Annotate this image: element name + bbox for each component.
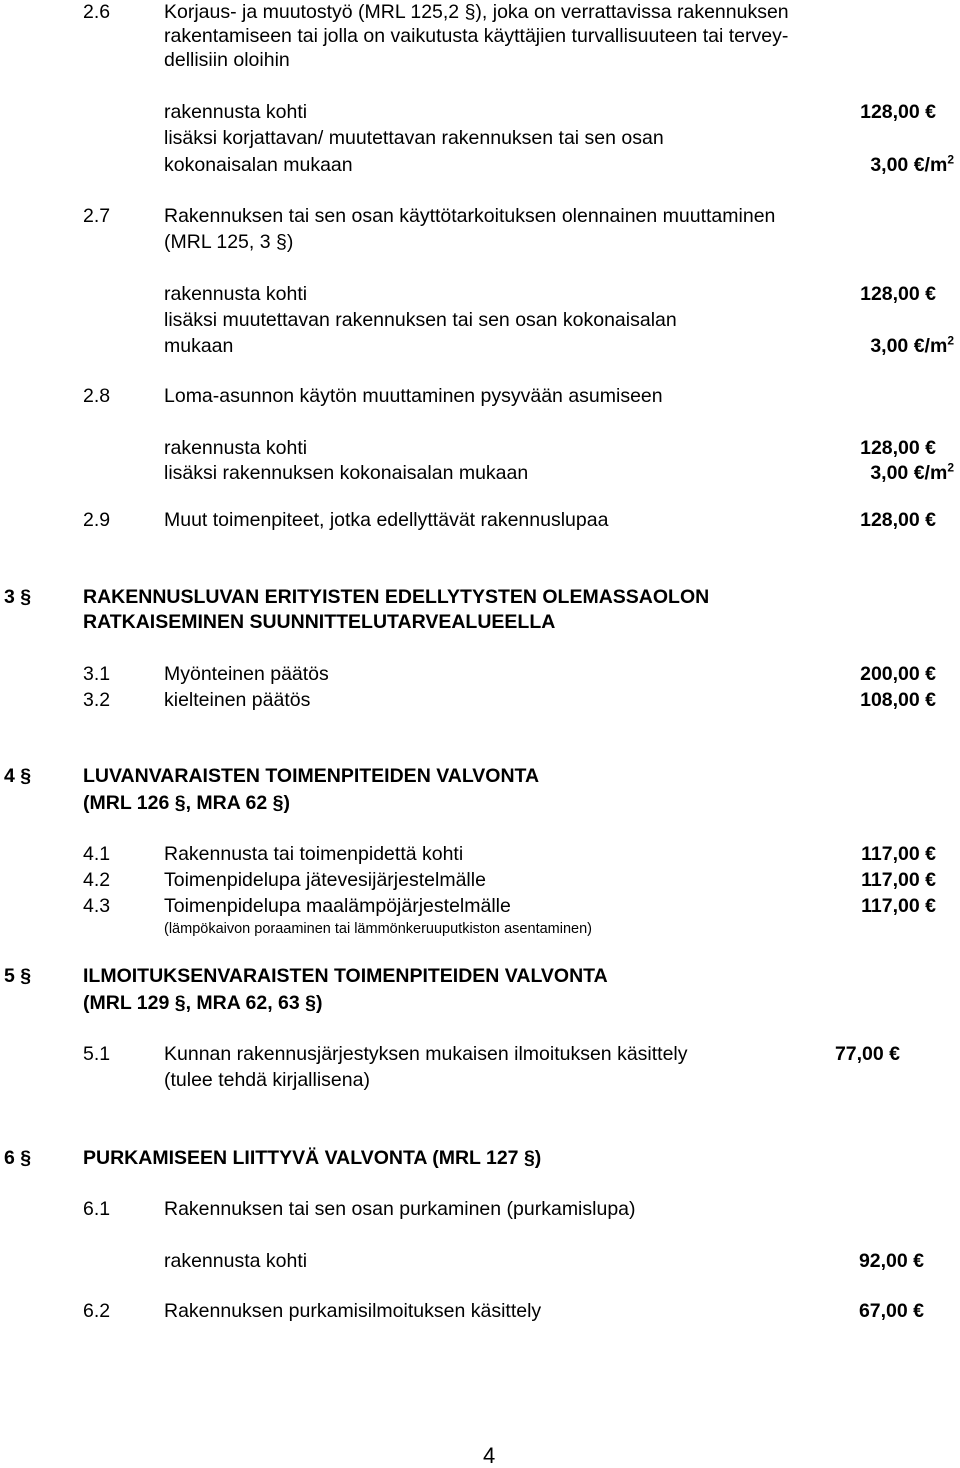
fee-label: kokonaisalan mukaan — [164, 154, 353, 176]
item-number: 6.1 — [83, 1198, 111, 1220]
fee-label: rakennusta kohti — [164, 101, 308, 123]
section-number: 6 § — [4, 1147, 32, 1169]
item-title-line: rakentamiseen tai jolla on vaikutusta käyttäjien turvallisuuteen tai tervey- — [164, 25, 789, 47]
section-title-line: RATKAISEMINEN SUUNNITTELUTARVEALUEELLA — [83, 611, 556, 633]
section-number: 4 § — [4, 765, 32, 787]
item-number: 5.1 — [83, 1043, 111, 1065]
item-title: Muut toimenpiteet, jotka edellyttävät rakennuslupaa — [164, 509, 609, 531]
price-text: 3,00 €/m — [870, 462, 948, 484]
item-note: (lämpökaivon poraaminen tai lämmönkeruuputkiston asentaminen) — [164, 921, 592, 937]
fee-price: 128,00 € — [860, 509, 936, 531]
item-title: kielteinen päätös — [164, 689, 311, 711]
item-title-line: (MRL 125, 3 §) — [164, 231, 294, 253]
item-number: 4.1 — [83, 843, 111, 865]
superscript: 2 — [947, 460, 954, 475]
fee-price: 92,00 € — [858, 1250, 924, 1272]
item-title-line: dellisiin oloihin — [164, 49, 290, 71]
fee-label: rakennusta kohti — [164, 437, 308, 459]
fee-price: 67,00 € — [858, 1300, 924, 1322]
item-title: Toimenpidelupa maalämpöjärjestelmälle — [164, 895, 511, 917]
fee-price: 128,00 € — [860, 437, 936, 459]
fee-label: lisäksi rakennuksen kokonaisalan mukaan — [164, 462, 529, 484]
item-title-line: Rakennuksen tai sen osan käyttötarkoituksen olennainen muuttaminen — [164, 205, 776, 227]
section-title-line: (MRL 126 §, MRA 62 §) — [83, 792, 290, 814]
fee-price: 117,00 € — [861, 895, 936, 917]
item-title: Rakennusta tai toimenpidettä kohti — [164, 843, 464, 865]
fee-price: 117,00 € — [861, 843, 936, 865]
fee-price: 200,00 € — [860, 663, 936, 685]
item-number: 2.6 — [83, 1, 111, 23]
fee-price: 128,00 € — [860, 101, 936, 123]
fee-price: 77,00 € — [834, 1043, 900, 1065]
fee-label: lisäksi korjattavan/ muutettavan rakennuksen tai sen osan — [164, 127, 664, 149]
item-number: 2.7 — [83, 205, 111, 227]
fee-price: 128,00 € — [860, 283, 936, 305]
superscript: 2 — [947, 152, 954, 167]
section-title-line: ILMOITUKSENVARAISTEN TOIMENPITEIDEN VALVONTA — [83, 965, 608, 987]
section-title-line: LUVANVARAISTEN TOIMENPITEIDEN VALVONTA — [83, 765, 540, 787]
section-title: PURKAMISEEN LIITTYVÄ VALVONTA (MRL 127 §) — [83, 1147, 542, 1169]
price-text: 3,00 €/m — [870, 154, 948, 176]
item-title: Toimenpidelupa jätevesijärjestelmälle — [164, 869, 486, 891]
section-title-line: (MRL 129 §, MRA 62, 63 §) — [83, 992, 323, 1014]
section-title-line: RAKENNUSLUVAN ERITYISTEN EDELLYTYSTEN OLEMASSAOLON — [83, 586, 710, 608]
fee-price-per-m2 — [870, 153, 954, 177]
superscript: 2 — [947, 333, 954, 348]
fee-price-per-m2 — [870, 334, 954, 358]
fee-price: 117,00 € — [861, 869, 936, 891]
item-title-line: (tulee tehdä kirjallisena) — [164, 1069, 370, 1091]
fee-label: rakennusta kohti — [164, 283, 308, 305]
item-number: 2.8 — [83, 385, 111, 407]
section-number: 3 § — [4, 586, 32, 608]
fee-label: lisäksi muutettavan rakennuksen tai sen osan kokonaisalan — [164, 309, 677, 331]
item-title-line: Kunnan rakennusjärjestyksen mukaisen ilmoituksen käsittely — [164, 1043, 688, 1065]
item-number: 2.9 — [83, 509, 111, 531]
item-number: 3.2 — [83, 689, 111, 711]
item-number: 6.2 — [83, 1300, 111, 1322]
fee-label: rakennusta kohti — [164, 1250, 308, 1272]
item-title: Loma-asunnon käytön muuttaminen pysyvään asumiseen — [164, 385, 663, 407]
price-text: 3,00 €/m — [870, 335, 948, 357]
fee-label: mukaan — [164, 335, 234, 357]
item-title: Rakennuksen purkamisilmoituksen käsittely — [164, 1300, 542, 1322]
item-title: Rakennuksen tai sen osan purkaminen (purkamislupa) — [164, 1198, 636, 1220]
fee-price: 108,00 € — [860, 689, 936, 711]
item-number: 4.3 — [83, 895, 111, 917]
item-title: Myönteinen päätös — [164, 663, 329, 685]
item-title-line: Korjaus- ja muutostyö (MRL 125,2 §), joka on verrattavissa rakennuksen — [164, 1, 789, 23]
page-number: 4 — [483, 1443, 496, 1468]
section-number: 5 § — [4, 965, 32, 987]
item-number: 3.1 — [83, 663, 111, 685]
fee-price-per-m2 — [870, 461, 954, 485]
item-number: 4.2 — [83, 869, 111, 891]
